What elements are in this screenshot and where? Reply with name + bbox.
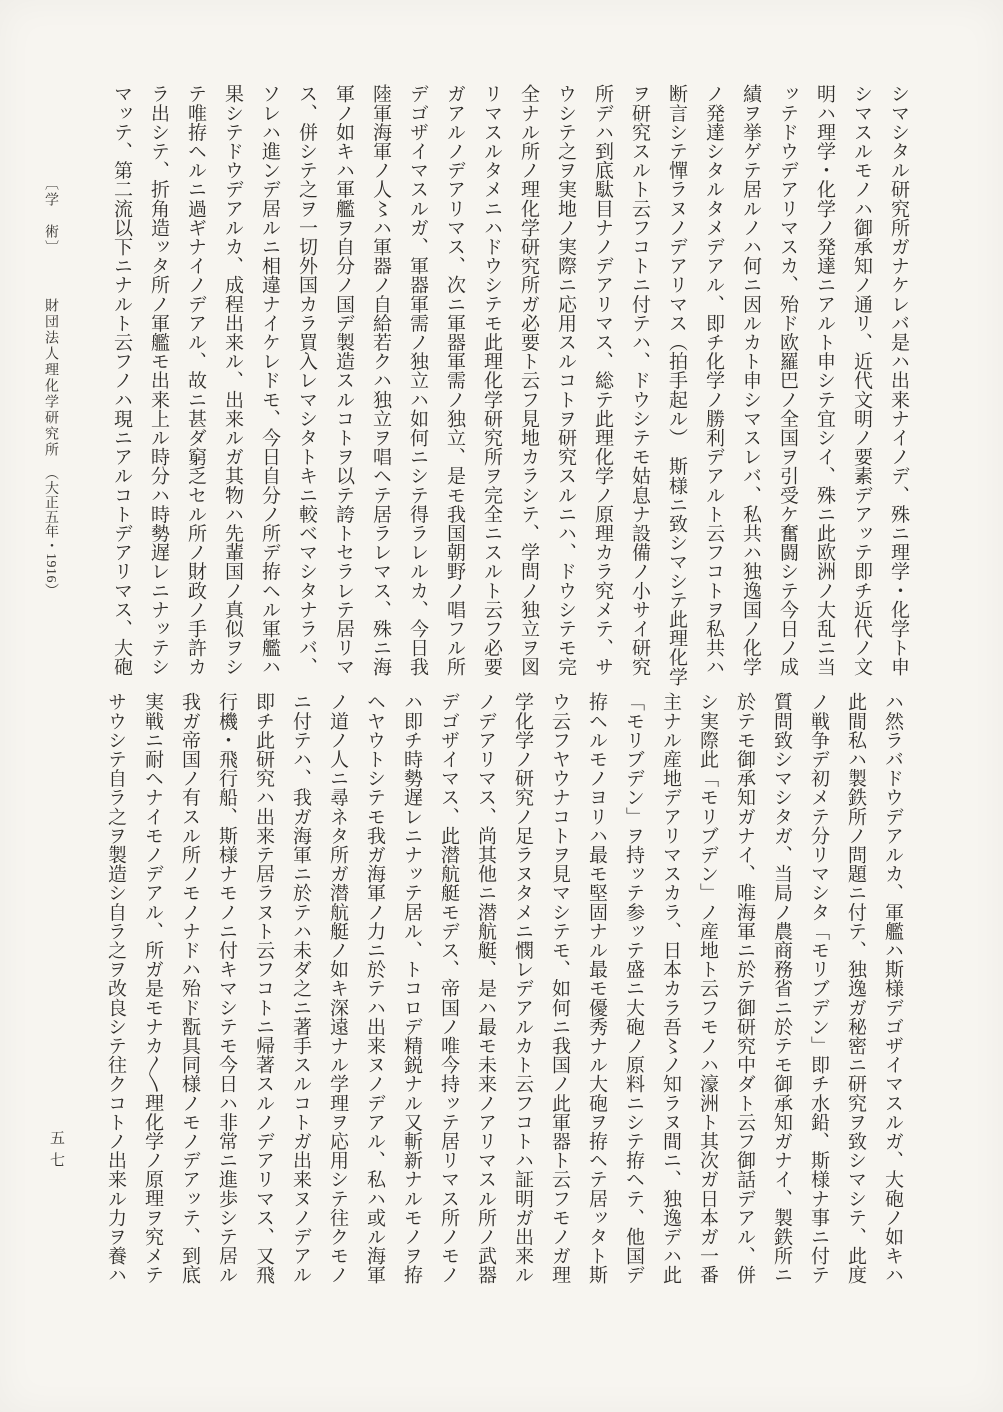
text-column: ヲ研究スルト云フコトニ付テハ、ドウシテモ姑息ナ設備ノ小サイ研究: [629, 84, 650, 677]
text-column: 果シテドウデアルカ、成程出来ル、出来ルガ其物ハ先輩国ノ真似ヲシ: [222, 84, 243, 677]
text-column: 学化学ノ研究ノ足ラヌタメニ憫レデアルカト云フコトハ証明ガ出来ル: [512, 692, 533, 1285]
text-column: シマスルモノハ御承知ノ通リ、近代文明ノ要素デアッテ即チ近代ノ文: [851, 84, 872, 677]
text-column: ハ然ラバドウデアルカ、軍艦ハ斯様デゴザイマスルガ、大砲ノ如キハ: [882, 692, 903, 1285]
text-column: デゴザイマスルガ、軍器軍需ノ独立ハ如何ニシテ得ラレルカ、今日我: [407, 84, 428, 677]
text-column: サウシテ自ラ之ヲ製造シ自ラ之ヲ改良シテ往クコトノ出来ル力ヲ養ハ: [105, 692, 126, 1285]
text-column: 拵ヘルモノヨリハ最モ堅固ナル最モ優秀ナル大砲ヲ拵ヘテ居ッタト斯: [586, 692, 607, 1285]
bottom-text-block: [97, 692, 911, 1317]
text-column: リマスルタメニハドウシテモ此理化学研究所ヲ完全ニスルト云フ必要: [481, 84, 502, 677]
text-column: 全ナル所ノ理化学研究所ガ必要ト云フ見地カラシテ、学問ノ独立ヲ図: [518, 84, 539, 677]
text-column: ソレハ進ンデ居ルニ相違ナイケレドモ、今日自分ノ所デ拵ヘル軍艦ハ: [259, 84, 280, 677]
organization-label: 財団法人理化学研究所: [43, 298, 58, 458]
text-column: 軍ノ如キハ軍艦ヲ自分ノ国デ製造スルコトヲ以テ誇トセラレテ居リマ: [333, 84, 354, 677]
text-column: デゴザイマス、此潜航艇モデス、帝国ノ唯今持ッテ居リマス所ノモノ: [438, 692, 459, 1285]
text-column: シ実際此「モリブデン」ノ産地ト云フモノハ濠洲ト其次ガ日本ガ一番: [697, 692, 718, 1285]
text-column: ノ発達シタルタメデアル、即チ化学ノ勝利デアルト云フコトヲ私共ハ: [703, 84, 724, 677]
text-column: ヘヤウトシテモ我ガ海軍ノ力ニ於テハ出来ヌノデアル、私ハ或ル海軍: [364, 692, 385, 1285]
text-column: ウシテ之ヲ実地ノ実際ニ応用スルコトヲ研究スルニハ、ドウシテモ完: [555, 84, 576, 677]
text-column: 於テモ御承知ガナイ、唯海軍ニ於テ御研究中ダト云フ御話デアル、併: [734, 692, 755, 1285]
text-column: ノ道ノ人ニ尋ネタ所ガ潜航艇ノ如キ深遠ナル学理ヲ応用シテ往クモノ: [327, 692, 348, 1285]
text-column: 此間私ハ製鉄所ノ問題ニ付テ、独逸ガ秘密ニ研究ヲ致シマシテ、此度: [845, 692, 866, 1285]
text-column: ガアルノデアリマス、次ニ軍器軍需ノ独立、是モ我国朝野ノ唱フル所: [444, 84, 465, 677]
text-column: 明ハ理学・化学ノ発達ニアルト申シテ宜シイ、殊ニ此欧洲ノ大乱ニ当: [814, 84, 835, 677]
text-column: 所デハ到底駄目ナノデアリマス、総テ此理化学ノ原理カラ究メテ、サ: [592, 84, 613, 677]
top-text-block: [103, 84, 917, 709]
text-column: 断言シテ憚ラヌノデアリマス（拍手起ル） 斯様ニ致シマシテ此理化学: [666, 84, 687, 686]
text-column: 績ヲ挙ゲテ居ルノハ何ニ因ルカト申シマスレバ、私共ハ独逸国ノ化学: [740, 84, 761, 677]
text-column: ッテドウデアリマスカ、殆ド欧羅巴ノ全国ヲ引受ケ奮闘シテ今日ノ成: [777, 84, 798, 677]
year-label: （大正五年・1916）: [43, 466, 58, 598]
text-column: テ唯拵ヘルニ過ギナイノデアル、故ニ甚ダ窮乏セル所ノ財政ノ手許カ: [185, 84, 206, 677]
text-column: マッテ、第二流以下ニナルト云フノハ現ニアルコトデアリマス、大砲: [111, 84, 132, 677]
text-column: 我ガ帝国ノ有スル所ノモノナドハ殆ド翫具同様ノモノデアッテ、到底: [179, 692, 200, 1285]
text-column: ラ出シテ、折角造ッタ所ノ軍艦モ出来上ル時分ハ時勢遅レニナッテシ: [148, 84, 169, 677]
category-label: 〔学 術〕: [43, 176, 58, 256]
text-column: ス、併シテ之ヲ一切外国カラ買入レマシタトキニ較ベマシタナラバ、: [296, 84, 317, 677]
text-column: 陸軍海軍ノ人〻ハ軍器ノ自給若クハ独立ヲ唱ヘテ居ラレマス、殊ニ海: [370, 84, 391, 677]
text-column: シマシタル研究所ガナケレバ是ハ出来ナイノデ、殊ニ理学・化学ト申: [888, 84, 909, 677]
text-column: 主ナル産地デアリマスカラ、日本カラ吾〻ノ知ラヌ間ニ、独逸デハ此: [660, 692, 681, 1285]
text-column: 質問致シマシタガ、当局ノ農商務省ニ於テモ御承知ガナイ、製鉄所ニ: [771, 692, 792, 1285]
text-column: 即チ此研究ハ出来テ居ラヌト云フコトニ帰著スルノデアリマス、又飛: [253, 692, 274, 1285]
text-column: ノデアリマス、尚其他ニ潜航艇、是ハ最モ未来ノアリマスル所ノ武器: [475, 692, 496, 1285]
text-column: 実戦ニ耐ヘナイモノデアル、所ガ是モナカ〱理化学ノ原理ヲ究メテ: [142, 692, 163, 1284]
text-column: ノ戦争デ初メテ分リマシタ「モリブデン」即チ水鉛、斯様ナ事ニ付テ: [808, 692, 829, 1285]
text-column: ハ即チ時勢遅レニナッテ居ル、トコロデ精鋭ナル又斬新ナルモノヲ拵: [401, 692, 422, 1285]
page-number: 五七: [48, 1130, 64, 1174]
text-column: ニ付テハ、我ガ海軍ニ於テハ未ダ之ニ著手スルコトガ出来ヌノデアル: [290, 692, 311, 1285]
text-column: 行機・飛行船、斯様ナモノニ付キマシテモ今日ハ非常ニ進歩シテ居ル: [216, 692, 237, 1285]
text-column: ウ云フヤウナコトヲ見マシテモ、如何ニ我国ノ此軍器ト云フモノガ理: [549, 692, 570, 1285]
text-column: 「モリブデン」ヲ持ッテ参ッテ盛ニ大砲ノ原料ニシテ拵ヘテ、他国デ: [623, 692, 644, 1285]
margin-label: [40, 176, 60, 598]
